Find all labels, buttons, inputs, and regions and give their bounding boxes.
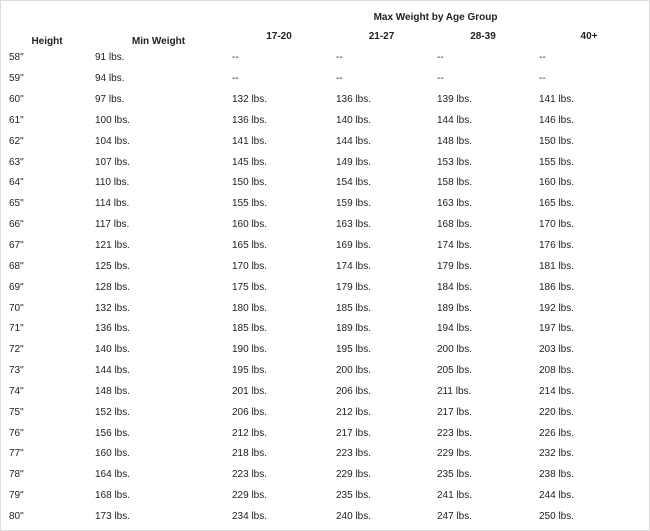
cell-max-40-plus: 197 lbs. bbox=[534, 319, 644, 340]
cell-max-28-39: -- bbox=[432, 48, 534, 69]
cell-max-28-39: 235 lbs. bbox=[432, 465, 534, 486]
cell-max-40-plus: -- bbox=[534, 69, 644, 90]
cell-min-weight: 110 lbs. bbox=[90, 173, 227, 194]
cell-height: 79" bbox=[4, 486, 90, 507]
cell-height: 62" bbox=[4, 131, 90, 152]
table-row bbox=[4, 361, 644, 382]
cell-max-17-20: -- bbox=[227, 69, 331, 90]
table-row bbox=[4, 69, 644, 90]
cell-max-40-plus: 244 lbs. bbox=[534, 486, 644, 507]
table-row bbox=[4, 507, 644, 528]
cell-height: 59" bbox=[4, 69, 90, 90]
cell-max-21-27: 235 lbs. bbox=[331, 486, 432, 507]
cell-max-28-39: 139 lbs. bbox=[432, 90, 534, 111]
table-row bbox=[4, 236, 644, 257]
cell-max-17-20: 223 lbs. bbox=[227, 465, 331, 486]
cell-max-17-20: 145 lbs. bbox=[227, 152, 331, 173]
cell-max-28-39: 194 lbs. bbox=[432, 319, 534, 340]
table-row bbox=[4, 486, 644, 507]
cell-max-40-plus: 141 lbs. bbox=[534, 90, 644, 111]
cell-max-21-27: 185 lbs. bbox=[331, 298, 432, 319]
cell-max-28-39: 211 lbs. bbox=[432, 382, 534, 403]
cell-max-28-39: 217 lbs. bbox=[432, 402, 534, 423]
cell-max-17-20: 132 lbs. bbox=[227, 90, 331, 111]
cell-max-28-39: 174 lbs. bbox=[432, 236, 534, 257]
cell-height: 66" bbox=[4, 215, 90, 236]
cell-height: 73" bbox=[4, 361, 90, 382]
cell-min-weight: 144 lbs. bbox=[90, 361, 227, 382]
cell-max-40-plus: 238 lbs. bbox=[534, 465, 644, 486]
cell-height: 60" bbox=[4, 90, 90, 111]
cell-min-weight: 152 lbs. bbox=[90, 402, 227, 423]
cell-max-21-27: 179 lbs. bbox=[331, 277, 432, 298]
cell-max-21-27: 140 lbs. bbox=[331, 111, 432, 132]
cell-min-weight: 94 lbs. bbox=[90, 69, 227, 90]
column-header-age-17-20: 17-20 bbox=[266, 30, 292, 42]
cell-max-28-39: 168 lbs. bbox=[432, 215, 534, 236]
cell-max-40-plus: 208 lbs. bbox=[534, 361, 644, 382]
cell-max-17-20: 201 lbs. bbox=[227, 382, 331, 403]
cell-max-17-20: 234 lbs. bbox=[227, 507, 331, 528]
cell-height: 68" bbox=[4, 256, 90, 277]
cell-max-17-20: 185 lbs. bbox=[227, 319, 331, 340]
cell-max-40-plus: 170 lbs. bbox=[534, 215, 644, 236]
cell-max-21-27: 200 lbs. bbox=[331, 361, 432, 382]
cell-max-21-27: 229 lbs. bbox=[331, 465, 432, 486]
cell-min-weight: 97 lbs. bbox=[90, 90, 227, 111]
cell-height: 76" bbox=[4, 423, 90, 444]
cell-min-weight: 140 lbs. bbox=[90, 340, 227, 361]
table-row bbox=[4, 340, 644, 361]
cell-min-weight: 121 lbs. bbox=[90, 236, 227, 257]
cell-max-17-20: 170 lbs. bbox=[227, 256, 331, 277]
cell-max-40-plus: 203 lbs. bbox=[534, 340, 644, 361]
cell-max-40-plus: 186 lbs. bbox=[534, 277, 644, 298]
cell-height: 58" bbox=[4, 48, 90, 69]
column-header-min-weight: Min Weight bbox=[131, 36, 186, 47]
cell-max-40-plus: 232 lbs. bbox=[534, 444, 644, 465]
table-body bbox=[4, 48, 644, 527]
cell-min-weight: 100 lbs. bbox=[90, 111, 227, 132]
cell-max-28-39: 229 lbs. bbox=[432, 444, 534, 465]
cell-max-28-39: 189 lbs. bbox=[432, 298, 534, 319]
table-row bbox=[4, 173, 644, 194]
cell-max-21-27: 195 lbs. bbox=[331, 340, 432, 361]
cell-max-21-27: 163 lbs. bbox=[331, 215, 432, 236]
cell-max-17-20: 136 lbs. bbox=[227, 111, 331, 132]
cell-min-weight: 114 lbs. bbox=[90, 194, 227, 215]
cell-max-40-plus: 176 lbs. bbox=[534, 236, 644, 257]
cell-height: 65" bbox=[4, 194, 90, 215]
cell-height: 63" bbox=[4, 152, 90, 173]
cell-max-17-20: -- bbox=[227, 48, 331, 69]
table-row bbox=[4, 48, 644, 69]
table-row bbox=[4, 277, 644, 298]
cell-max-21-27: 174 lbs. bbox=[331, 256, 432, 277]
cell-max-28-39: 153 lbs. bbox=[432, 152, 534, 173]
table-row bbox=[4, 215, 644, 236]
column-header-age-40-plus: 40+ bbox=[580, 30, 598, 42]
cell-height: 69" bbox=[4, 277, 90, 298]
cell-max-21-27: 149 lbs. bbox=[331, 152, 432, 173]
cell-max-17-20: 175 lbs. bbox=[227, 277, 331, 298]
cell-max-28-39: 200 lbs. bbox=[432, 340, 534, 361]
cell-max-17-20: 155 lbs. bbox=[227, 194, 331, 215]
cell-max-28-39: 223 lbs. bbox=[432, 423, 534, 444]
cell-min-weight: 148 lbs. bbox=[90, 382, 227, 403]
table-row bbox=[4, 194, 644, 215]
cell-max-17-20: 195 lbs. bbox=[227, 361, 331, 382]
cell-min-weight: 104 lbs. bbox=[90, 131, 227, 152]
cell-max-28-39: 163 lbs. bbox=[432, 194, 534, 215]
cell-max-28-39: 158 lbs. bbox=[432, 173, 534, 194]
cell-height: 75" bbox=[4, 402, 90, 423]
table-row bbox=[4, 111, 644, 132]
table-row bbox=[4, 465, 644, 486]
cell-height: 70" bbox=[4, 298, 90, 319]
table-row bbox=[4, 131, 644, 152]
cell-max-40-plus: 220 lbs. bbox=[534, 402, 644, 423]
cell-max-17-20: 180 lbs. bbox=[227, 298, 331, 319]
cell-min-weight: 117 lbs. bbox=[90, 215, 227, 236]
cell-height: 78" bbox=[4, 465, 90, 486]
table-row bbox=[4, 90, 644, 111]
cell-max-17-20: 206 lbs. bbox=[227, 402, 331, 423]
cell-max-17-20: 229 lbs. bbox=[227, 486, 331, 507]
cell-height: 80" bbox=[4, 507, 90, 528]
header-row-group bbox=[4, 1, 644, 24]
cell-max-40-plus: 155 lbs. bbox=[534, 152, 644, 173]
cell-max-28-39: 148 lbs. bbox=[432, 131, 534, 152]
cell-max-21-27: 144 lbs. bbox=[331, 131, 432, 152]
cell-max-21-27: 169 lbs. bbox=[331, 236, 432, 257]
cell-max-21-27: 217 lbs. bbox=[331, 423, 432, 444]
cell-max-17-20: 165 lbs. bbox=[227, 236, 331, 257]
cell-max-40-plus: 165 lbs. bbox=[534, 194, 644, 215]
cell-max-28-39: 179 lbs. bbox=[432, 256, 534, 277]
cell-height: 74" bbox=[4, 382, 90, 403]
column-header-height: Height bbox=[31, 36, 63, 47]
cell-max-40-plus: 226 lbs. bbox=[534, 423, 644, 444]
cell-max-17-20: 190 lbs. bbox=[227, 340, 331, 361]
cell-min-weight: 107 lbs. bbox=[90, 152, 227, 173]
cell-max-28-39: 184 lbs. bbox=[432, 277, 534, 298]
cell-max-21-27: 212 lbs. bbox=[331, 402, 432, 423]
cell-min-weight: 168 lbs. bbox=[90, 486, 227, 507]
cell-max-21-27: 136 lbs. bbox=[331, 90, 432, 111]
cell-max-21-27: 154 lbs. bbox=[331, 173, 432, 194]
cell-height: 64" bbox=[4, 173, 90, 194]
cell-min-weight: 125 lbs. bbox=[90, 256, 227, 277]
cell-height: 77" bbox=[4, 444, 90, 465]
table-row bbox=[4, 319, 644, 340]
cell-max-40-plus: 181 lbs. bbox=[534, 256, 644, 277]
cell-min-weight: 91 lbs. bbox=[90, 48, 227, 69]
column-group-header-max-weight: Max Weight by Age Group bbox=[373, 12, 498, 23]
cell-max-40-plus: 250 lbs. bbox=[534, 507, 644, 528]
cell-max-40-plus: 160 lbs. bbox=[534, 173, 644, 194]
cell-max-40-plus: 192 lbs. bbox=[534, 298, 644, 319]
table-row bbox=[4, 152, 644, 173]
cell-max-40-plus: 214 lbs. bbox=[534, 382, 644, 403]
cell-min-weight: 136 lbs. bbox=[90, 319, 227, 340]
cell-height: 67" bbox=[4, 236, 90, 257]
height-weight-table bbox=[4, 1, 644, 527]
cell-max-17-20: 160 lbs. bbox=[227, 215, 331, 236]
cell-min-weight: 160 lbs. bbox=[90, 444, 227, 465]
cell-min-weight: 156 lbs. bbox=[90, 423, 227, 444]
cell-max-28-39: 144 lbs. bbox=[432, 111, 534, 132]
table-header bbox=[4, 1, 644, 48]
cell-min-weight: 132 lbs. bbox=[90, 298, 227, 319]
column-header-age-21-27: 21-27 bbox=[368, 30, 395, 42]
table-row bbox=[4, 402, 644, 423]
cell-max-28-39: 205 lbs. bbox=[432, 361, 534, 382]
column-header-age-28-39: 28-39 bbox=[470, 30, 496, 42]
cell-max-17-20: 218 lbs. bbox=[227, 444, 331, 465]
cell-max-21-27: 206 lbs. bbox=[331, 382, 432, 403]
cell-max-28-39: 241 lbs. bbox=[432, 486, 534, 507]
cell-min-weight: 128 lbs. bbox=[90, 277, 227, 298]
table-row bbox=[4, 298, 644, 319]
cell-max-21-27: -- bbox=[331, 69, 432, 90]
cell-max-40-plus: 146 lbs. bbox=[534, 111, 644, 132]
cell-max-28-39: 247 lbs. bbox=[432, 507, 534, 528]
cell-max-21-27: 189 lbs. bbox=[331, 319, 432, 340]
cell-max-17-20: 212 lbs. bbox=[227, 423, 331, 444]
cell-max-17-20: 150 lbs. bbox=[227, 173, 331, 194]
cell-max-40-plus: 150 lbs. bbox=[534, 131, 644, 152]
cell-height: 61" bbox=[4, 111, 90, 132]
cell-max-28-39: -- bbox=[432, 69, 534, 90]
cell-max-21-27: 223 lbs. bbox=[331, 444, 432, 465]
table-row bbox=[4, 444, 644, 465]
cell-height: 72" bbox=[4, 340, 90, 361]
table-row bbox=[4, 382, 644, 403]
cell-max-40-plus: -- bbox=[534, 48, 644, 69]
cell-max-21-27: -- bbox=[331, 48, 432, 69]
cell-max-21-27: 159 lbs. bbox=[331, 194, 432, 215]
cell-max-21-27: 240 lbs. bbox=[331, 507, 432, 528]
table-row bbox=[4, 423, 644, 444]
table-row bbox=[4, 256, 644, 277]
cell-height: 71" bbox=[4, 319, 90, 340]
cell-min-weight: 173 lbs. bbox=[90, 507, 227, 528]
cell-min-weight: 164 lbs. bbox=[90, 465, 227, 486]
cell-max-17-20: 141 lbs. bbox=[227, 131, 331, 152]
